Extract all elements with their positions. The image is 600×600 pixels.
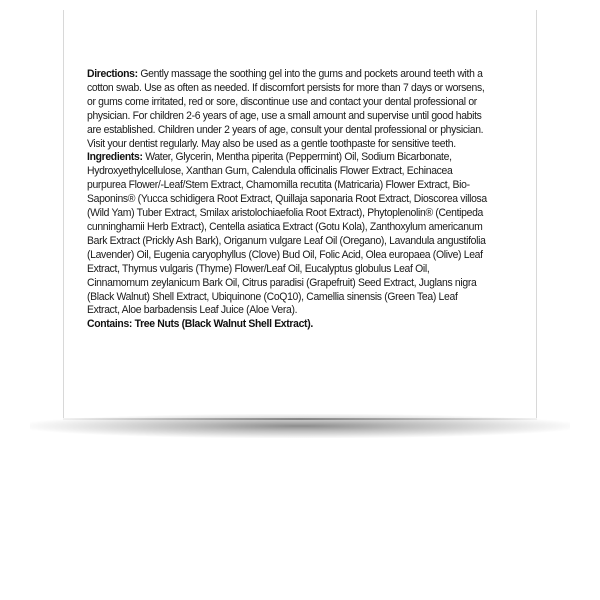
panel-bottom-edge xyxy=(63,418,537,420)
ingredients-heading: Ingredients: xyxy=(87,151,143,164)
directions-paragraph xyxy=(87,68,489,151)
label-text-block xyxy=(87,68,489,332)
ingredients-paragraph xyxy=(87,151,489,318)
directions-text: Gently massage the soothing gel into the gums and pockets around teeth with a cotton swab. Use as often as needed. If discomfort persists for more than 7 days or worsens, or gums come irritated, red or sore, discontinue use and contact your dental professional or physician. For children 2-6 years of age, use a small amount and supervise until good habits are established. Children under 2 years of age, consult your dental professional or physician. Visit your dentist regularly. May also be used as a gentle toothpaste for sensitive teeth. xyxy=(87,68,485,150)
directions-heading: Directions: xyxy=(87,68,138,80)
contains-allergen-statement: Contains: Tree Nuts (Black Walnut Shell Extract). xyxy=(87,318,313,331)
ingredients-text: Water, Glycerin, Mentha piperita (Peppermint) Oil, Sodium Bicarbonate, Hydroxyethylcellulose, Xanthan Gum, Calendula officinalis Flower Extract, Echinacea purpurea Flower/-Leaf/Stem Extract, Chamomilla recutita (Matricaria) Flower Extract, Bio-Saponins® (Yucca schidigera Root Extract, Quillaja saponaria Root Extract, Dioscorea villosa (Wild Yam) Tuber Extract, Smilax aristolochiaefolia Root Extract), Phytoplenolin® (Centipeda cunninghamii Herb Extract), Centella asiatica Extract (Gotu Kola), Zanthoxylum americanum Bark Extract (Prickly Ash Bark), Origanum vulgare Leaf Oil (Oregano), Lavandula angustifolia (Lavender) Oil, Eugenia caryophyllus (Clove) Bud Oil, Folic Acid, Olea europaea (Olive) Leaf Extract, Thymus vulgaris (Thyme) Flower/Leaf Oil, Eucalyptus globulus Leaf Oil, Cinnamomum zeylanicum Bark Oil, Citrus paradisi (Grapefruit) Seed Extract, Juglans nigra (Black Walnut) Shell Extract, Ubiquinone (CoQ10), Camellia sinensis (Green Tea) Leaf Extract, Aloe barbadensis Leaf Juice (Aloe Vera). xyxy=(87,151,487,317)
